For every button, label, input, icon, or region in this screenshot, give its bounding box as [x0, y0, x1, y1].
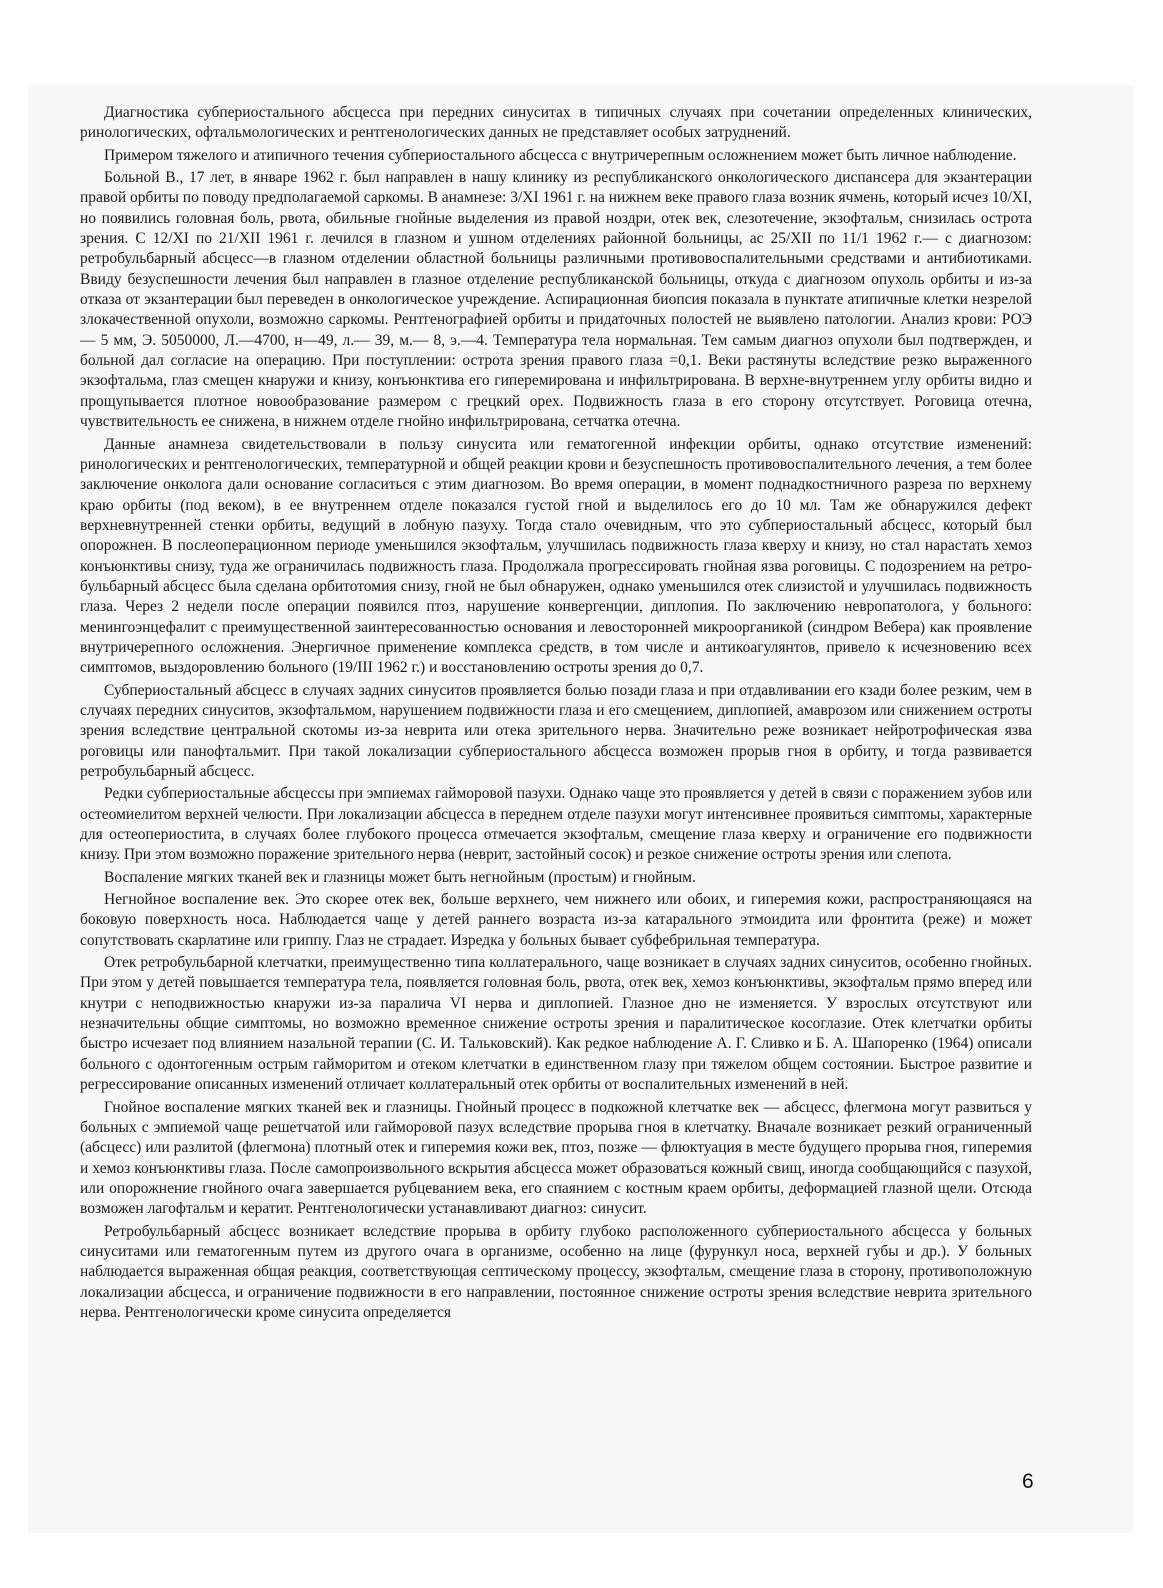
paragraph: Негнойное воспаление век. Это скорее отек век, больше верхнего, чем нижнего или обоих, и гиперемия кожи, распространяющаяся на боковую поверхность носа. Наблюдается чаще у детей раннего возраста из-за катарального этмоидита или фронтита (реже) и может сопутствовать скарлатине или гриппу. Глаз не страдает. Изредка у больных бывает субфебрильная температура.: [80, 891, 1032, 949]
page-number: 6: [1022, 1470, 1034, 1493]
paragraph: Воспаление мягких тканей век и глазницы может быть негнойным (простым) и гнойным.: [104, 868, 696, 886]
paragraph: Примером тяжелого и атипичного течения субпериостального абсцесса с внутричерепным осложнением может быть личное наблюдение.: [104, 146, 1017, 164]
document-body: [80, 103, 1032, 1325]
paragraph: Ретробульбарный абсцесс возникает вследствие прорыва в орбиту глубоко расположенного субпериостального абсцесса у больных синуситами или гематогенным путем из другого очага в организме, особенно на лице (фурункул носа, верхней губы и др.). У больных наблюдается выраженная общая реакция, соответствующая септическому процессу, экзофтальм, смещение глаза в сторону, противоположную локализации абсцесса, и ограничение подвижности в его направлении, постоянное снижение остроты зрения вследствие неврита зрительного нерва. Рентгенологически кроме синусита определяется: [80, 1222, 1032, 1321]
paragraph: Отек ретробульбарной клетчатки, преимущественно типа коллатерального, чаще возникает в случаях задних синуситов, особенно гнойных. При этом у детей повышается температура тела, появляется головная боль, рвота, отек век, хемоз конъюнктивы, экзофтальм прямо вперед или кнутри с неподвижностью кнаружи из-за паралича VI нерва и диплопией. Глазное дно не изменяется. У взрослых отсутствуют или незначительны общие симптомы, но возможно временное снижение остроты зрения и паралитическое косоглазие. Отек клетчатки орбиты быстро исчезает под влиянием назальной терапии (С. И. Тальковский). Как редкое наблюдение А. Г. Сливко и Б. А. Шапоренко (1964) описали больного с одонтогенным острым гайморитом и отеком клетчатки в единственном глазу при тяжелом общем состоянии. Быстрое развитие и регрессирование описанных изменений отличает коллатеральный отек орбиты от воспалительных изменений в ней.: [80, 954, 1032, 1094]
paragraph: Гнойное воспаление мягких тканей век и глазницы. Гнойный процесс в подкожной клетчатке век — абсцесс, флегмона могут развиться у больных с эмпиемой чаще решетчатой или гайморовой пазух вследствие прорыва гноя в клетчатку. Вначале возникает резкий ограниченный (абсцесс) или разлитой (флегмона) плотный отек и гиперемия кожи век, птоз, позже — флюктуация в месте будущего прорыва гноя, гиперемия и хемоз конъюнктивы глаза. После самопроизвольного вскрытия абсцесса может образоваться кожный свищ, иногда сообщающийся с пазухой, или опорожнение гнойного очага завершается рубцеванием века, его спаянием с костным краем орбиты, деформацией глазной щели. Отсюда возможен лагофтальм и кератит. Рентгенологически устанавливают диагноз: синусит.: [80, 1098, 1032, 1218]
paragraph: Больной В., 17 лет, в январе 1962 г. был направлен в нашу клинику из республиканского онкологического диспансера для экзантерации правой орбиты по поводу предполагаемой саркомы. В анамнезе: 3/XI 1961 г. на нижнем веке правого глаза возник ячмень, который исчез 10/XI, но появились головная боль, рвота, обильные гнойные выделения из правой ноздри, отек век, слезотечение, экзофтальм, снизилась острота зрения. С 12/XI по 21/XII 1961 г. лечился в глазном и ушном отделениях районной больницы, ас 25/XII по 11/1 1962 г.— с диагнозом: ретробульбарный абсцесс—в глазном отделении областной больницы различными противовоспалительными средствами и антибиотиками. Ввиду безуспешности лечения был направлен в глазное отделение республиканской больницы, откуда с диагнозом опухоль орбиты и из-за отказа от экзантерации был переведен в онкологическое учреждение. Аспирационная биопсия показала в пунктате атипичные клетки незрелой злокачественной опухоли, возможно саркомы. Рентгенографией орбиты и придаточных полостей не выявлено патологии. Анализ крови: РОЭ — 5 мм, Э. 5050000, Л.—4700, н—49, л.— 39, м.— 8, э.—4. Температура тела нормальная. Тем самым диагноз опухоли был подтвержден, и больной дал согласие на операцию. При поступлении: острота зрения правого глаза =0,1. Веки растянуты вследствие резко выраженного экзофтальма, глаз смещен кнаружи и книзу, конъюнктива его гиперемирована и инфильтрирована. В верхне-внутреннем углу орбиты видно и прощупывается плотное новообразование размером с грецкий орех. Подвижность глаза в его сторону отсутствует. Роговица отечна, чувствительность ее снижена, в нижнем отделе гнойно инфильтрирована, сетчатка отечна.: [80, 169, 1032, 431]
paragraph: Данные анамнеза свидетельствовали в пользу синусита или гематогенной инфекции орбиты, однако отсутствие изменений: ринологических и рентгенологических, температурной и общей реакции крови и безуспешность противовоспалительного лечения, а тем более заключение онколога дали основание согласиться с этим диагнозом. Во время операции, в момент поднадкостничного разреза по верхнему краю орбиты (под веком), в ее внутреннем отделе показался густой гной и выделилось его до 10 мл. Там же обнаружился дефект верхневнутренней стенки орбиты, ведущий в лобную пазуху. Тогда стало очевидным, что это субпериостальный абсцесс, который был опорожнен. В послеоперационном периоде уменьшился экзофтальм, улучшилась подвижность глаза кверху и книзу, но стал нарастать хемоз конъюнктивы снизу, туда же ограничилась подвижность глаза. Продолжала прогрессировать гнойная язва роговицы. С подозрением на ретробульбарный абсцесс была сделана орбитотомия снизу, гной не был обнаружен, однако уменьшился отек слизистой и улучшилась подвижность глаза. Через 2 недели после операции появился птоз, нарушение конвергенции, диплопия. По заключению невропатолога, у больного: менингоэнцефалит с преимущественной заинтересованностью основания и левосторонней микроорганикой (синдром Вебера) как проявление внутричерепного осложнения. Энергичное применение комплекса средств, в том числе и антикоагулянтов, привело к исчезновению всех симптомов, выздоровлению больного (19/III 1962 г.) и восстановлению остроты зрения до 0,7.: [80, 435, 1032, 677]
paragraph: Диагностика субпериостального абсцесса при передних синуситах в типичных случаях при сочетании определенных клинических, ринологических, офтальмологических и рентгенологических данных не представляет особых затруднений.: [80, 104, 1032, 142]
paragraph: Субпериостальный абсцесс в случаях задних синуситов проявляется болью позади глаза и при отдавливании его кзади более резким, чем в случаях передних синуситов, экзофтальмом, нарушением подвижности глаза и его смещением, диплопией, амаврозом или снижением остроты зрения вследствие центральной скотомы из-за неврита или отека зрительного нерва. Значительно реже возникает нейротрофическая язва роговицы или панофтальмит. При такой локализации субпериостального абсцесса возможен прорыв гноя в орбиту, и тогда развивается ретробульбарный абсцесс.: [80, 681, 1032, 780]
paragraph: Редки субпериостальные абсцессы при эмпиемах гайморовой пазухи. Однако чаще это проявляется у детей в связи с поражением зубов или остеомиелитом верхней челюсти. При локализации абсцесса в переднем отделе пазухи могут интенсивнее проявиться симптомы, характерные для остеопериостита, в случаях более глубокого процесса отмечается экзофтальм, смещение глаза кверху и ограничение его подвижности книзу. При этом возможно поражение зрительного нерва (неврит, застойный сосок) и резкое снижение остроты зрения или слепота.: [80, 785, 1032, 864]
